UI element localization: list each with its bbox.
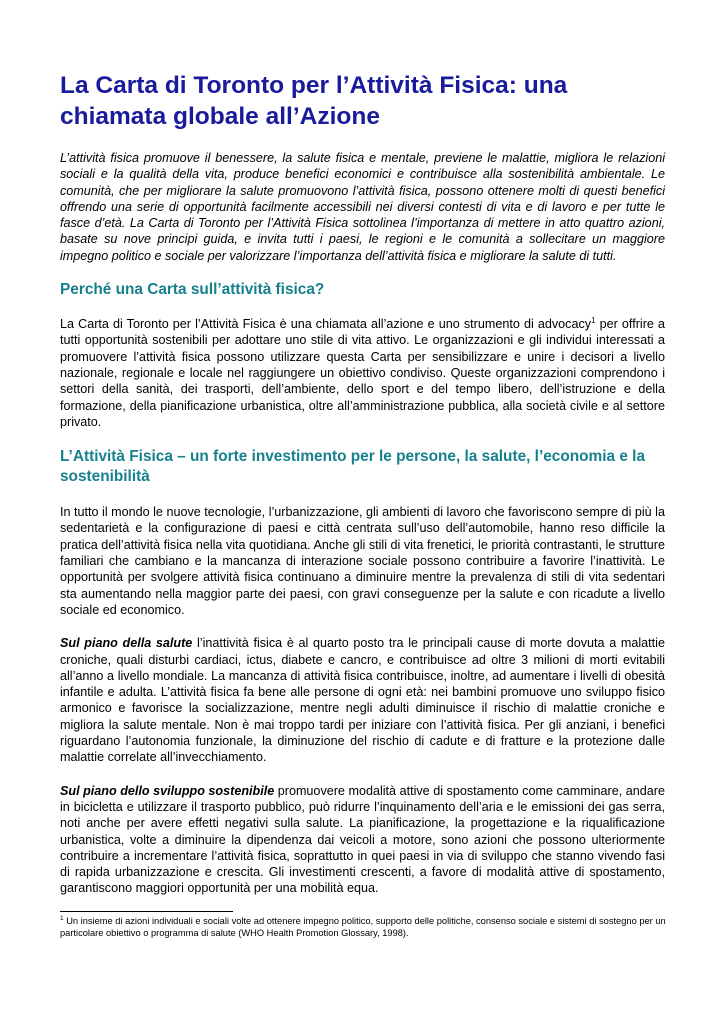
document-page	[60, 70, 665, 897]
why-charter-text-before-ref: La Carta di Toronto per l’Attività Fisica è una chiamata all’azione e uno strumento di advocacy	[60, 317, 592, 332]
health-paragraph	[60, 635, 665, 765]
sustainability-paragraph	[60, 783, 665, 897]
section-heading-why-charter: Perché una Carta sull’attività fisica?	[60, 281, 325, 299]
why-charter-text-after-ref: per offrire a tutti opportunità sostenibili per adottare uno stile di vita attivo. Le organizzazioni e gli individui interessati a promuovere l’attività fisica possono utilizzare questa Carta per sensibilizzare e unire i decisori a livello nazionale, regionale e locale nel raggiungere un obiettivo condiviso. Queste organizzazioni comprendono i settori della sanità, dei trasporti, dell’ambiente, dello sport e del tempo libero, dell’istruzione e della formazione, della pianificazione urbanistica, oltre all’amministrazione pubblica, alla società civile e al settore privato.	[60, 317, 665, 429]
health-lead: Sul piano della salute	[60, 636, 193, 651]
footnote	[60, 915, 668, 939]
why-charter-paragraph	[60, 316, 665, 430]
intro-paragraph: L’attività fisica promuove il benessere, la salute fisica e mentale, previene le malattie, migliora le relazioni sociali e la qualità della vita, produce benefici economici e contribuisce alla sostenibilità ambientale. Le comunità, che per migliorare la salute promuovono l’attività fisica, possono ottenere molti di questi benefici offrendo una serie di opportunità facilmente accessibili nei diversi contesti di vita e di lavoro e per tutte le fasce d’età. La Carta di Toronto per l’Attività Fisica sottolinea l’importanza di mettere in atto quattro azioni, basate su nove principi guida, e invita tutti i paesi, le regioni e le comunità a sollecitare un maggiore impegno politico e sociale per valorizzare l’importanza dell’attività fisica e migliorare la salute di tutti.	[60, 151, 665, 263]
investment-paragraph-intro: In tutto il mondo le nuove tecnologie, l’urbanizzazione, gli ambienti di lavoro che favoriscono sempre di più la sedentarietà e la configurazione di paesi e città centrata sull’uso dell’automobile, hanno reso difficile la pratica dell’attività fisica nella vita quotidiana. Anche gli stili di vita frenetici, le priorità contrastanti, le strutture familiari che cambiano e la mancanza di interazione sociale possono contribuire a favorire l’inattività. Le opportunità per svolgere attività fisica continuano a diminuire mentre la prevalenza di stili di vita sedentari sta aumentando nella maggior parte dei paesi, con gravi conseguenze per la salute e con ricadute a livello sociale ed economico.	[60, 505, 665, 617]
footnote-reference[interactable]: 1	[591, 315, 596, 325]
health-text: l’inattività fisica è al quarto posto tra le principali cause di morte dovuta a malattie croniche, quali disturbi cardiaci, ictus, diabete e cancro, e contribuisce ad oltre 3 milioni di morti evitabili all’anno a livello mondiale. La mancanza di attività fisica contribuisce, inoltre, ad aumentare i livelli di obesità infantile e adulta. L’attività fisica fa bene alle persone di ogni età: nei bambini promuove uno sviluppo fisico armonico e favorisce la socializzazione, mentre negli adulti diminuisce il rischio di malattie croniche e migliora la salute mentale. Non è mai troppo tardi per iniziare con l’attività fisica. Per gli anziani, i benefici riguardano l’autonomia funzionale, la diminuzione del rischio di cadute e di fratture e la protezione dalle malattie correlate all’invecchiamento.	[60, 636, 665, 765]
footnote-number: 1	[60, 914, 64, 922]
sustainability-lead: Sul piano dello sviluppo sostenibile	[60, 783, 275, 798]
section-heading-investment: L’Attività Fisica – un forte investimento per le persone, la salute, l’economia e la sostenibilità	[60, 448, 646, 486]
sustainability-text: promuovere modalità attive di spostamento come camminare, andare in bicicletta e utilizzare il trasporto pubblico, può ridurre l’inquinamento dell’aria e le emissioni dei gas serra, noti anche per avere effetti negativi sulla salute. La pianificazione, la progettazione e la riqualificazione urbanistica, volte a diminuire la dipendenza dai veicoli a motore, sono azioni che possono ulteriormente contribuire a incrementare l’attività fisica, soprattutto in quei paesi in via di sviluppo che stanno vivendo fasi di rapida urbanizzazione e crescita. Gli investimenti crescenti, a favore di modalità attive di spostamento, garantiscono maggiori opportunità per una mobilità equa.	[60, 783, 665, 896]
footnote-text: Un insieme di azioni individuali e sociali volte ad ottenere impegno politico, supporto delle politiche, consenso sociale e sistemi di sostegno per un particolare obiettivo o programma di salute (WHO Health Promotion Glossary, 1998).	[60, 916, 666, 938]
footnote-separator	[60, 911, 233, 912]
document-title: La Carta di Toronto per l’Attività Fisica: una chiamata globale all’Azione	[60, 72, 568, 130]
